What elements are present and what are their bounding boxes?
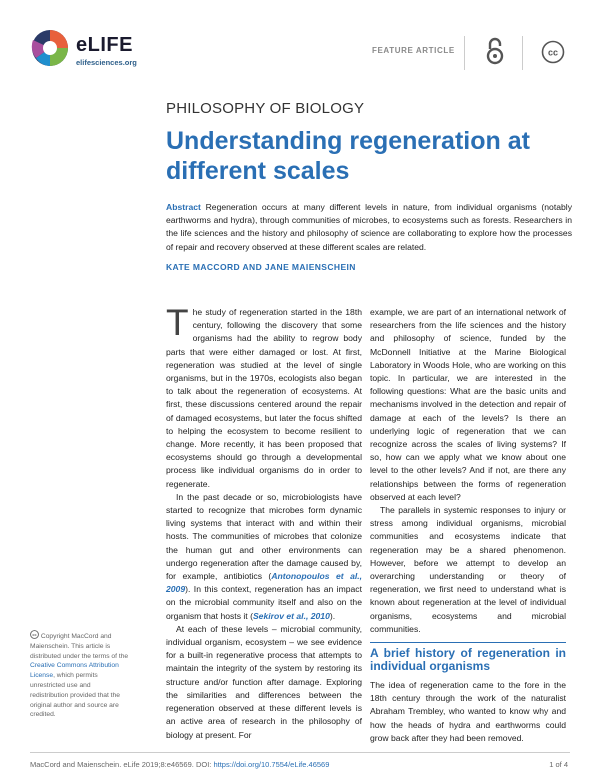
elife-logo-icon[interactable] [30, 28, 70, 68]
author-list[interactable]: KATE MACCORD AND JANE MAIENSCHEIN [166, 262, 356, 272]
svg-text:cc: cc [32, 633, 37, 637]
drop-cap: T [166, 302, 189, 343]
paragraph: The idea of regeneration came to the fore in the 18th century through the work of the naturalist Abraham Trembley, who wanted to know why and how the heads of hydra and earthworms could grow back after they had been removed. [370, 680, 566, 743]
footer-citation: MacCord and Maienschein. eLife 2019;8:e46569. DOI: https://doi.org/10.7554/eLife.46569 [30, 760, 330, 769]
citation-link[interactable]: Sekirov et al., 2010 [252, 610, 330, 621]
creative-commons-icon [30, 630, 39, 639]
license-link[interactable]: Creative Commons Attribution License [30, 662, 119, 680]
page-number: 1 of 4 [549, 760, 568, 769]
article-title: Understanding regeneration at different scales [166, 127, 530, 185]
abstract [166, 201, 572, 254]
doi-link[interactable]: https://doi.org/10.7554/eLife.46569 [213, 760, 330, 769]
article-type-label: FEATURE ARTICLE [372, 46, 455, 55]
creative-commons-icon[interactable] [541, 40, 565, 64]
paragraph: example, we are part of an international network of researchers from the life sciences and the history and philosophy of science, funded by the McDonnell Initiative at the Marine Biological Laboratory in Woods Hole, who are working on this topic. In particular, we are interested in the following questions: What are the basic units and mechanisms involved in the detection and repair of damage at each of the levels? Is there an underlying logic of regeneration that we can recognize across the scales of living systems? If so, how can we apply what we know about one level to the other levels? And if not, are there any relationships between the forms of regeneration observed at each level? [370, 307, 566, 502]
abstract-label: Abstract [166, 202, 201, 212]
body-column-1 [166, 302, 363, 742]
footer-rule [30, 752, 570, 753]
abstract-text: Regeneration occurs at many different levels in nature, from individual organisms (notably earthworms and hydra), through communities of microbes, to ecosystems such as forests. Researchers in the life sciences and the history and philosophy of science are collaborating to explore how the processes of repair and recovery observed at these different scales are related. [166, 202, 572, 252]
section-heading: A brief history of regeneration in individual organisms [370, 646, 566, 674]
brand-url[interactable]: elifesciences.org [76, 58, 137, 67]
body-column-2 [370, 306, 566, 745]
open-access-icon[interactable] [482, 36, 508, 66]
brand-name: eLIFE [76, 34, 133, 56]
subject-kicker: PHILOSOPHY OF BIOLOGY [166, 100, 365, 117]
paragraph: The parallels in systemic responses to injury or stress among individual organisms, microbial communities and ecosystems indicate that regeneration may be a shared phenomenon. However, before we attempt to develop an overarching understanding or theory of regeneration, we first need to understand what is known about regeneration at the level of individual organisms, ecosystems and microbial communities. [370, 505, 566, 634]
paragraph: In the past decade or so, microbiologists have started to recognize that microbes form dynamic living systems that interact with and within their hosts. The communities of microbes that colonize the human gut and other environments can undergo regeneration after the damage caused by, for example, antibiotics (Antonopoulos et al., 2009). In this context, regeneration has an impact on the microbial community itself and also on the organism that hosts it (Sekirov et al., 2010). [166, 491, 363, 621]
header-divider [464, 36, 465, 70]
paragraph: The study of regeneration started in the 18th century, following the discovery that some organisms had the ability to regrow body parts that were either damaged or lost. At first, regeneration was studied at the level of single organisms, but in the 1970s, ecologists also began to talk about the regeneration of ecosystems. At first, these discussions centered around the repair of damaged ecosystems, but later the focus shifted to helping the ecosystem to become resilient to change. More recently, it has been proposed that ecosystems should go through a developmental process like individual organisms do in order to regenerate. [166, 302, 362, 489]
copyright-notice: cc Copyright MacCord and Maienschein. This article is distributed under the terms of the Creative Commons Attribution License, which permits unrestricted use and redistribution provided that the original author and source are credited. [30, 630, 130, 720]
section-rule [370, 642, 566, 643]
svg-text:cc: cc [547, 47, 559, 58]
citation-link[interactable]: Antonopoulos et al., 2009 [166, 571, 363, 595]
paragraph: At each of these levels – microbial community, individual organism, ecosystem – we see evidence for a built-in regenerative process that attempts to maintain the integrity of the system by restoring its structure and/or function after damage. Exploring the similarities and differences between the regeneration observed at these different levels is an active area of research in the philosophy of biology at present. For [166, 623, 362, 740]
header-divider [522, 36, 523, 70]
